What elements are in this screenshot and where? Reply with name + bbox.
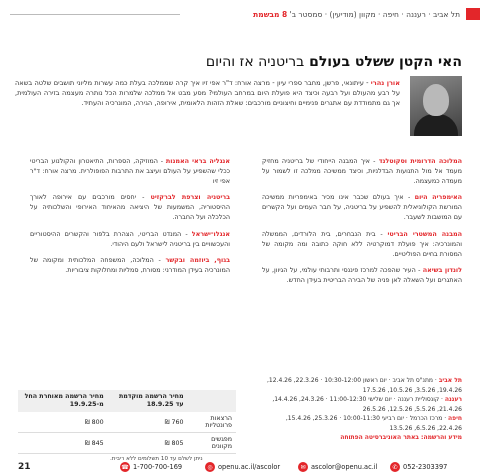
- topic-lead: אנגלו־ישראל: [191, 229, 230, 238]
- topic-lead: לונדון בשיאה: [422, 265, 462, 274]
- title-subtitle: בריטניה אז והיום: [205, 54, 305, 70]
- table-row: [18, 412, 236, 433]
- semester-number: 8 מבשמת: [253, 9, 288, 19]
- topic-paragraph: [262, 192, 462, 222]
- city-label: חיפה: [448, 415, 462, 422]
- schedule-tel-aviv: [262, 376, 462, 395]
- category-marker: [466, 8, 480, 20]
- globe-icon: ◎: [205, 462, 215, 472]
- topic-lead: האימפריה היום: [414, 193, 462, 202]
- intro-text: - עיתונאי, פרשן, מחבר ספרי עיון - מרצה אורח: ד"ר אפי זיו איך קרה שממלכה בעלת כמה עשרות מליוני תושבים שלטה בשאה על רבע מהעולם ועל רבעה וכיצד היא פועלת היום במרחב העולמי? מסע מבט אל ממלכה שלמרות הכל נותרה מעצמה בזירה העולמית, אך גם מתמודדת עם אתגרים פנימיים וחיצוניים מורכבים: שאלת הזהות הלאומית, אירופה, הגירה, המונרכיה והעתיד.: [15, 79, 400, 108]
- intro-lead: אורן נהרי: [370, 79, 400, 87]
- title-bold: האי הקטן ששלט בעולם: [309, 54, 462, 70]
- right-column: [262, 156, 462, 291]
- topic-text: - בית הנבחרים, בית הלורדים, הממשלה והמונרכיה: איך פועלת דמוקרטיה ללא חוקה כתובה ומה מקומה של המסורת בחיים הפוליטיים.: [262, 229, 462, 258]
- schedule-haifa: [262, 414, 462, 433]
- phone-icon: ☎: [121, 463, 129, 471]
- topic-text: - איך המבנה הייחודי של בריטניה מחזיק מעמד אל מול התנועות הבדלניות, וכיצד ממשיכה ממלכה זו לשמור על מעמדה כמעצמה.: [262, 157, 462, 186]
- city-label: תל אביב: [438, 377, 462, 384]
- price-header-label: [188, 390, 236, 412]
- topic-text: - יחסים מורכבים עם אירופה לאורך ההיסטוריה, המשמעות של היציאה מהאיחוד האירופי והשלכותיה על הכלכלה ועל החברה.: [30, 193, 230, 222]
- topic-paragraph: [30, 229, 230, 249]
- left-column: [30, 156, 230, 281]
- topic-text: - המנדט הבריטי, הצהרת בלפור והקשרים ההיסטוריים והעכשוויים בין בריטניה לישראל ולעם היהודי.: [30, 229, 230, 248]
- phone-number: 1-700-700-169: [133, 463, 183, 471]
- schedule-block: [262, 376, 462, 443]
- topic-lead: אנגליה בראי האמנות: [165, 157, 230, 165]
- email-icon: ✉: [298, 462, 308, 472]
- phone-contact-1[interactable]: [390, 462, 447, 472]
- photo-body: [414, 114, 458, 136]
- price-note: ניתן לשלם עד 10 תשלומים ללא ריבית.: [110, 456, 203, 462]
- phone-icon: ✆: [390, 462, 400, 472]
- email-contact[interactable]: [298, 462, 377, 472]
- price-early: 760 ₪: [108, 412, 188, 433]
- price-late: 845 ₪: [18, 433, 108, 454]
- phone-contact-2[interactable]: [120, 462, 182, 472]
- topic-lead: המלוכה הדרומית וסקוטלנד: [378, 157, 462, 165]
- topic-paragraph: [262, 229, 462, 259]
- categories: תל אביב · רעננה · חיפה · מקוון (מודיעין) · סמסטר ב': [289, 9, 460, 19]
- schedule-raanana: [262, 395, 462, 414]
- price-early: 805 ₪: [108, 433, 188, 454]
- price-row-label: מפגשים מקוונים: [188, 433, 236, 454]
- topic-text: - איך בעולם שכבר אינו מכיר באימפריות ממשיכה המורשת הקולוניאלית להשפיע על בריטניה, על חבר העמים ועל הקשרים עם המושבות לשעבר.: [262, 193, 462, 222]
- top-category-bar: [0, 8, 480, 20]
- topic-paragraph: [262, 156, 462, 186]
- top-divider: [10, 14, 180, 15]
- schedule-note: מידע והרשמה: באתר האוניברסיטה הפתוחה: [340, 434, 462, 441]
- city-label: רעננה: [444, 396, 462, 403]
- topic-lead: המבנה המשטרי הבריטי: [387, 229, 462, 238]
- topic-paragraph: [30, 156, 230, 186]
- schedule-dates: · מרכז הכרמל · יום רביעי 10:00-11:30 · 25.3.26, 15.4.26, 22.4.26, 6.5.26, 13.5.26: [285, 415, 462, 432]
- price-header-early: מחיר הרשמה מוקדמת עד 18.9.25: [108, 390, 188, 412]
- topic-paragraph: [262, 265, 462, 285]
- table-row: [18, 433, 236, 454]
- price-row-label: הרצאות פרונטליות: [188, 412, 236, 433]
- lecturer-photo: [410, 76, 462, 136]
- topic-lead: בריטניה וצרפת לברקזיט: [150, 193, 230, 202]
- photo-head: [423, 84, 449, 116]
- price-table: [18, 390, 236, 454]
- schedule-dates: · קונסוליית רעננה · יום שלישי 11:00-12:30 · 24.3.26, 14.4.26, 21.4.26, 5.5.26, 12.5.26, 26.5.26: [272, 396, 462, 413]
- topic-text: - המלוכה, המשפחה המלכותית ומקומה של המונרכיה בעידן המודרני: מסורת, סמליות ומחלוקות ציבוריות.: [30, 255, 230, 274]
- phone-number: 052-2303397: [403, 463, 448, 471]
- topic-lead: בגוף, ביוזמה ובקשר: [165, 255, 230, 264]
- schedule-dates: · מתנ"ס תל אביב · יום ראשון 10:30-12:00 · 22.3.26, 12.4.26, 19.4.26, 3.5.26, 10.5.26, 17.5.26: [266, 377, 462, 394]
- page-footer: [0, 462, 480, 474]
- price-header-row: [18, 390, 236, 412]
- website-contact[interactable]: [205, 462, 280, 472]
- page-title: [206, 54, 462, 70]
- page-number: 21: [18, 462, 31, 472]
- website-url: openu.ac.il/ascolor: [218, 463, 281, 471]
- topic-text: - העיר שהפכה למרכז פיננסי ותרבותי עולמי, על הגיוון, על האתגרים ועל השאלה לאן פניה של הבירה הבריטית בעידן החדש.: [262, 265, 462, 284]
- price-header-late: מחיר הרשמה מאוחרת החל מ-19.9.25: [18, 390, 108, 412]
- category-line: [253, 10, 460, 19]
- intro-paragraph: [15, 78, 400, 109]
- topic-text: - המוזיקה, הספרות, התיאטרון והקולנוע הבריטי ככלי שהשפיע על העולם ועיצב את התרבות הפופולרית. מרצה אורח: ד"ר אפי זיו: [30, 157, 230, 186]
- email-address: ascolor@openu.ac.il: [311, 463, 378, 471]
- topic-paragraph: [30, 192, 230, 222]
- price-late: 800 ₪: [18, 412, 108, 433]
- topic-paragraph: [30, 255, 230, 275]
